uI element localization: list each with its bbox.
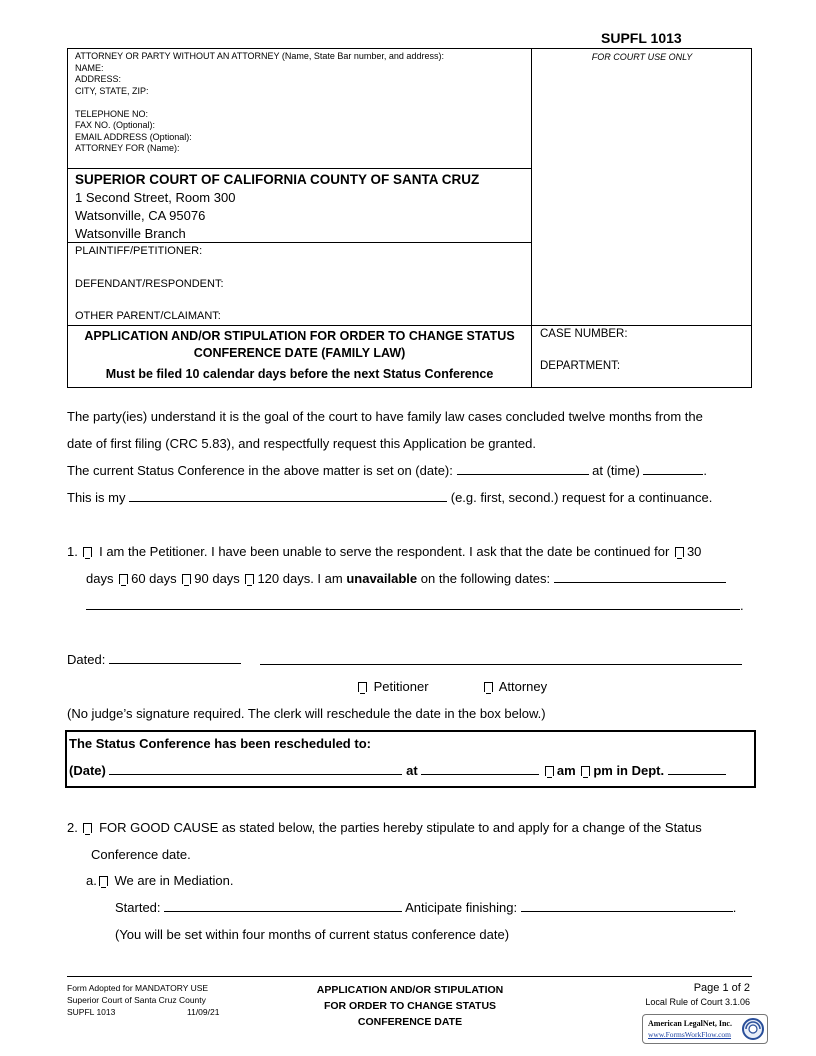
item2a-label: a. bbox=[86, 873, 97, 888]
reschedule-date-input[interactable] bbox=[109, 762, 402, 775]
footer-title2: FOR ORDER TO CHANGE STATUS bbox=[323, 1000, 497, 1012]
opt-120-label: 120 days. I am bbox=[257, 571, 343, 586]
signature-line[interactable] bbox=[260, 664, 742, 665]
reschedule-heading: The Status Conference has been rescheduled to: bbox=[69, 736, 371, 751]
request-label: This is my bbox=[67, 490, 126, 505]
days-label: days bbox=[86, 571, 114, 586]
intro-line1: The party(ies) understand it is the goal of the court to have family law cases concluded twelve months from the bbox=[67, 409, 703, 424]
request-count-line bbox=[67, 489, 712, 507]
intro-line2: date of first filing (CRC 5.83), and respectfully request this Application be granted. bbox=[67, 436, 536, 451]
good-cause-checkbox[interactable] bbox=[83, 823, 92, 833]
item2-number: 2. bbox=[67, 820, 78, 835]
attorney-checkbox[interactable] bbox=[484, 682, 493, 692]
footer-page: Page 1 of 2 bbox=[693, 982, 750, 994]
email-field[interactable]: EMAIL ADDRESS (Optional): bbox=[75, 131, 192, 142]
dated-label: Dated: bbox=[67, 652, 106, 667]
reschedule-time-input[interactable] bbox=[421, 762, 539, 775]
pm-checkbox[interactable] bbox=[581, 766, 590, 776]
attorney-address-field[interactable]: ADDRESS: bbox=[75, 74, 122, 84]
footer-rule-ref: Local Rule of Court 3.1.06 bbox=[645, 997, 750, 1007]
item2a-line bbox=[86, 872, 233, 890]
footer-title1: APPLICATION AND/OR STIPULATION bbox=[316, 984, 504, 996]
opt-90-label: 90 days bbox=[194, 571, 240, 586]
court-block bbox=[75, 171, 530, 243]
current-time-label: at (time) bbox=[592, 463, 640, 478]
footer-rev-date: 11/09/21 bbox=[187, 1007, 220, 1017]
form-title bbox=[67, 328, 532, 383]
current-conference-line: The current Status Conference in the above matter is set on (date): at (time) . bbox=[67, 463, 708, 478]
attorney-city-field[interactable]: CITY, STATE, ZIP: bbox=[75, 85, 149, 96]
logo-url: www.FormsWorkFlow.com bbox=[648, 1030, 732, 1039]
started-label: Started: bbox=[115, 900, 161, 915]
request-count-input[interactable] bbox=[129, 489, 447, 502]
mediation-dates-line: Started: Anticipate finishing: . bbox=[115, 900, 737, 915]
request-example: (e.g. first, second.) request for a continuance. bbox=[450, 490, 713, 505]
legalnet-logo[interactable] bbox=[642, 1014, 768, 1044]
unavailable-label: unavailable bbox=[346, 571, 418, 586]
anticipate-label: Anticipate finishing: bbox=[405, 900, 518, 915]
continue-60-checkbox[interactable] bbox=[119, 574, 128, 584]
court-use-label: FOR COURT USE ONLY bbox=[591, 52, 693, 62]
mediation-note: (You will be set within four months of current status conference date) bbox=[115, 927, 510, 942]
dated-input[interactable] bbox=[109, 651, 241, 664]
title-line1: APPLICATION AND/OR STIPULATION FOR ORDER TO CHANGE STATUS bbox=[84, 329, 515, 343]
defendant-field[interactable]: DEFENDANT/RESPONDENT: bbox=[75, 278, 224, 290]
footer-county: Superior Court of Santa Cruz County bbox=[67, 995, 206, 1005]
fax-field[interactable]: FAX NO. (Optional): bbox=[75, 120, 156, 130]
item1-line1 bbox=[67, 543, 701, 561]
title-subtitle: Must be filed 10 calendar days before the next Status Conference bbox=[105, 367, 494, 381]
mediation-checkbox[interactable] bbox=[99, 876, 108, 886]
item1-text: I am the Petitioner. I have been unable to serve the respondent. I ask that the date be continued for bbox=[99, 544, 670, 559]
am-checkbox[interactable] bbox=[545, 766, 554, 776]
court-city: Watsonville, CA 95076 bbox=[75, 208, 206, 223]
title-line2: CONFERENCE DATE (FAMILY LAW) bbox=[193, 346, 406, 360]
unavailable-dates-line2[interactable] bbox=[86, 609, 740, 610]
item1-line2 bbox=[86, 570, 726, 588]
opt-60-label: 60 days bbox=[131, 571, 177, 586]
petitioner-checkbox[interactable] bbox=[358, 682, 367, 692]
department-field[interactable]: DEPARTMENT: bbox=[540, 360, 621, 372]
attorney-for-field[interactable]: ATTORNEY FOR (Name): bbox=[75, 143, 180, 153]
case-number-field[interactable]: CASE NUMBER: bbox=[540, 328, 628, 340]
footer-rule bbox=[67, 976, 752, 977]
item1-number: 1. bbox=[67, 544, 78, 559]
reschedule-dept-input[interactable] bbox=[668, 762, 726, 775]
footer-center bbox=[290, 982, 530, 1030]
petitioner-unable-checkbox[interactable] bbox=[83, 547, 92, 557]
opt-30-label: 30 bbox=[686, 544, 702, 559]
reschedule-line bbox=[69, 762, 726, 780]
unavailable-dates-input[interactable] bbox=[554, 570, 726, 583]
current-date-input[interactable] bbox=[457, 462, 589, 475]
continue-120-checkbox[interactable] bbox=[245, 574, 254, 584]
globe-icon bbox=[741, 1017, 765, 1041]
court-branch: Watsonville Branch bbox=[75, 226, 186, 241]
item2-line1 bbox=[67, 819, 702, 837]
unavailable-dates-label: on the following dates: bbox=[420, 571, 551, 586]
footer-adopted: Form Adopted for MANDATORY USE bbox=[67, 983, 209, 993]
reschedule-at-label: at bbox=[406, 763, 418, 778]
continue-90-checkbox[interactable] bbox=[182, 574, 191, 584]
attorney-heading: ATTORNEY OR PARTY WITHOUT AN ATTORNEY (Name, State Bar number, and address): bbox=[75, 51, 444, 61]
item2-text: FOR GOOD CAUSE as stated below, the parties hereby stipulate to and apply for a change of the Status bbox=[99, 820, 702, 835]
footer-form-id: SUPFL 1013 bbox=[67, 1007, 116, 1017]
anticipate-input[interactable] bbox=[521, 899, 733, 912]
mediation-label: We are in Mediation. bbox=[114, 873, 234, 888]
telephone-field[interactable]: TELEPHONE NO: bbox=[75, 108, 149, 119]
signer-role bbox=[356, 678, 547, 696]
dated-line bbox=[67, 651, 241, 669]
no-judge-note: (No judge’s signature required. The clerk will reschedule the date in the box below.) bbox=[67, 706, 546, 721]
footer-title3: CONFERENCE DATE bbox=[357, 1016, 463, 1028]
am-label: am bbox=[556, 763, 576, 778]
attorney-name-field[interactable]: NAME: bbox=[75, 62, 104, 73]
pm-dept-label: pm in Dept. bbox=[593, 763, 665, 778]
continue-30-checkbox[interactable] bbox=[675, 547, 684, 557]
started-input[interactable] bbox=[164, 899, 402, 912]
plaintiff-field[interactable]: PLAINTIFF/PETITIONER: bbox=[75, 245, 203, 257]
item2-line2: Conference date. bbox=[91, 847, 191, 862]
footer-left bbox=[67, 982, 267, 1018]
attorney-block bbox=[75, 51, 525, 155]
divider-court bbox=[67, 168, 532, 169]
current-time-input[interactable] bbox=[643, 462, 703, 475]
court-street: 1 Second Street, Room 300 bbox=[75, 190, 236, 205]
form-id: SUPFL 1013 bbox=[601, 30, 682, 46]
other-parent-field[interactable]: OTHER PARENT/CLAIMANT: bbox=[75, 310, 221, 322]
divider-title bbox=[67, 325, 752, 326]
reschedule-date-label: (Date) bbox=[69, 763, 106, 778]
current-date-label: The current Status Conference in the above matter is set on (date): bbox=[67, 463, 453, 478]
attorney-label: Attorney bbox=[498, 679, 548, 694]
line2-period: . bbox=[740, 598, 744, 613]
logo-company: American LegalNet, Inc. bbox=[648, 1019, 732, 1028]
court-name: SUPERIOR COURT OF CALIFORNIA COUNTY OF SANTA CRUZ bbox=[75, 172, 480, 187]
petitioner-label: Petitioner bbox=[373, 679, 429, 694]
